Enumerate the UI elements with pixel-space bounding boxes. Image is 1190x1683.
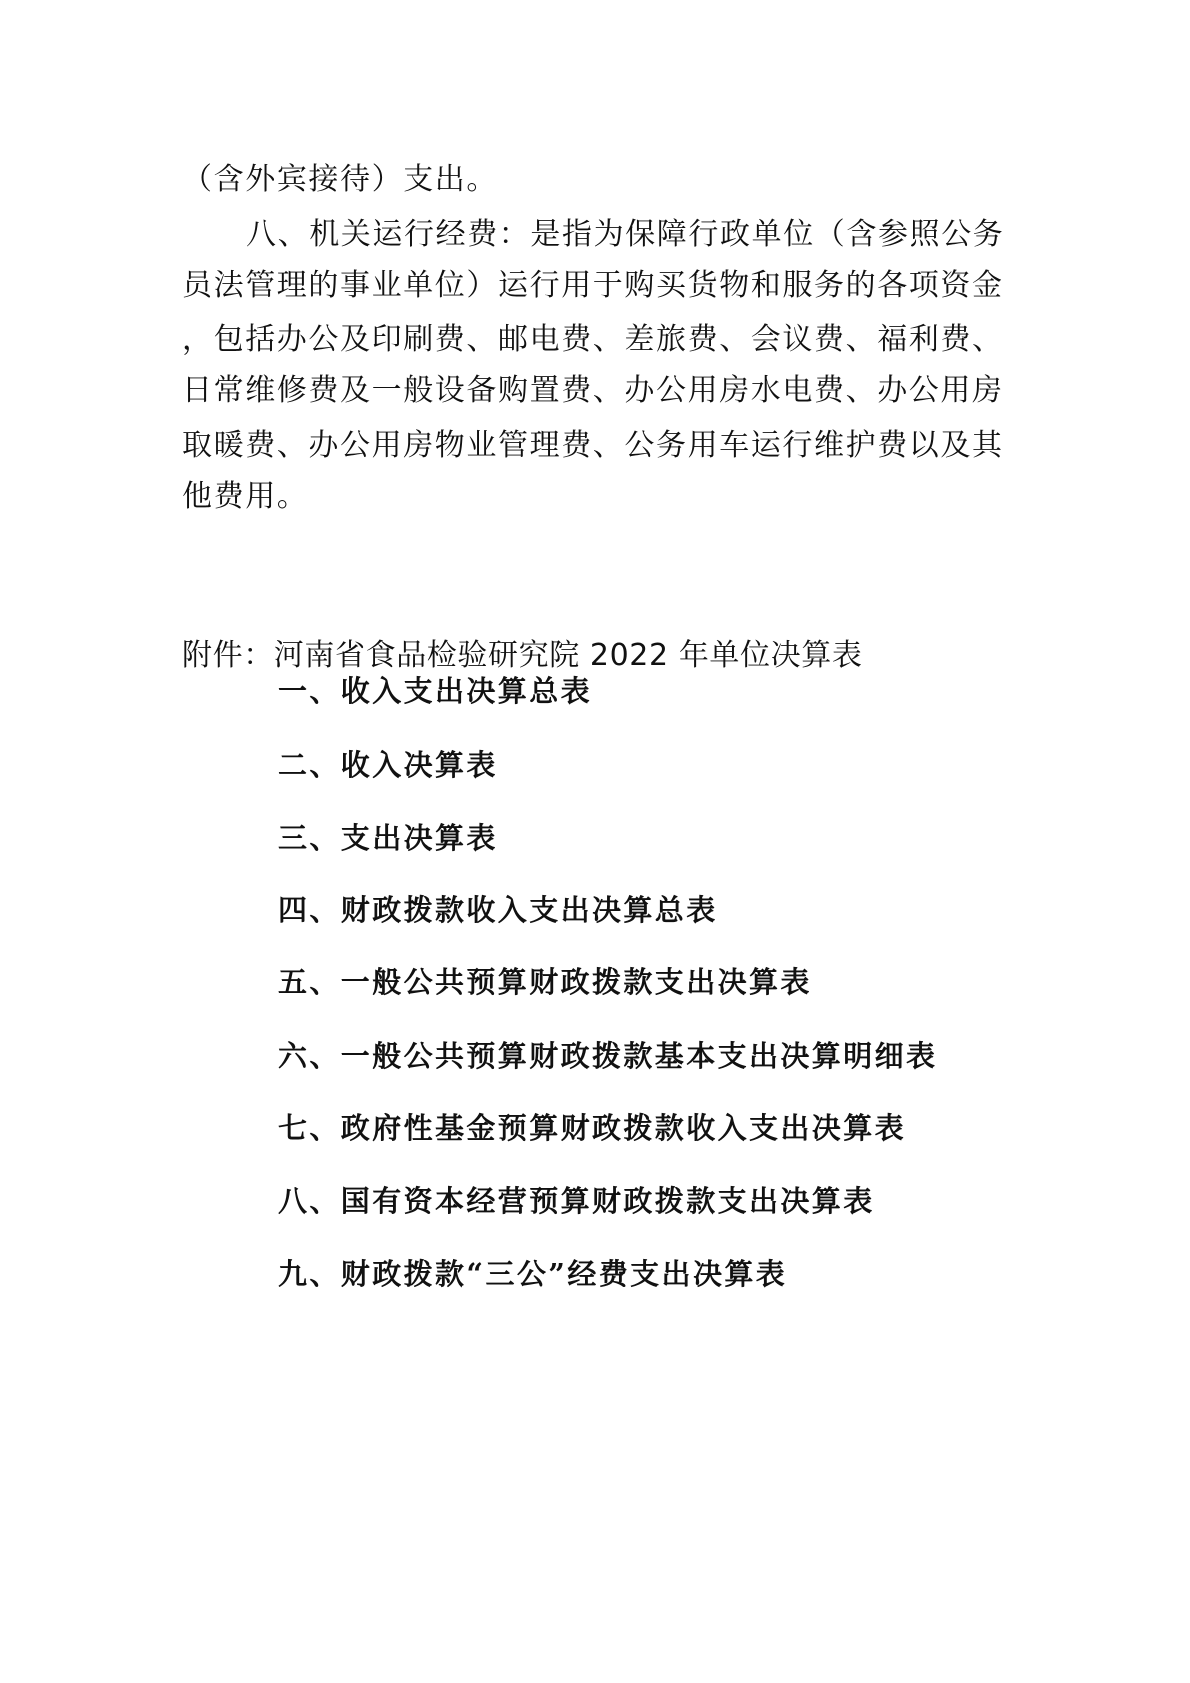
attachment-item-6: 六、一般公共预算财政拨款基本支出决算明细表 xyxy=(278,1039,938,1073)
body-paragraph-8-line-1: 八、机关运行经费：是指为保障行政单位（含参照公务 xyxy=(246,217,1005,252)
body-paragraph-8-line-4: 日常维修费及一般设备购置费、办公用房水电费、办公用房 xyxy=(182,373,1004,408)
attachment-item-3: 三、支出决算表 xyxy=(278,821,498,855)
attachment-item-9: 九、财政拨款“三公”经费支出决算表 xyxy=(278,1257,788,1291)
body-paragraph-8-line-3: ，包括办公及印刷费、邮电费、差旅费、会议费、福利费、 xyxy=(182,322,1004,357)
attachment-item-4: 四、财政拨款收入支出决算总表 xyxy=(278,893,718,927)
attachment-item-8: 八、国有资本经营预算财政拨款支出决算表 xyxy=(278,1184,875,1218)
body-paragraph-8-line-2: 员法管理的事业单位）运行用于购买货物和服务的各项资金 xyxy=(182,268,1004,303)
attachment-heading: 附件：河南省食品检验研究院 2022 年单位决算表 xyxy=(182,638,863,673)
body-paragraph-8-line-6: 他费用。 xyxy=(182,479,309,514)
attachment-item-1: 一、收入支出决算总表 xyxy=(278,674,593,708)
attachment-item-2: 二、收入决算表 xyxy=(278,748,498,782)
attachment-item-5: 五、一般公共预算财政拨款支出决算表 xyxy=(278,965,812,999)
body-paragraph-8-line-5: 取暖费、办公用房物业管理费、公务用车运行维护费以及其 xyxy=(182,428,1004,463)
body-line-1: （含外宾接待）支出。 xyxy=(182,162,498,197)
attachment-item-7: 七、政府性基金预算财政拨款收入支出决算表 xyxy=(278,1111,907,1145)
